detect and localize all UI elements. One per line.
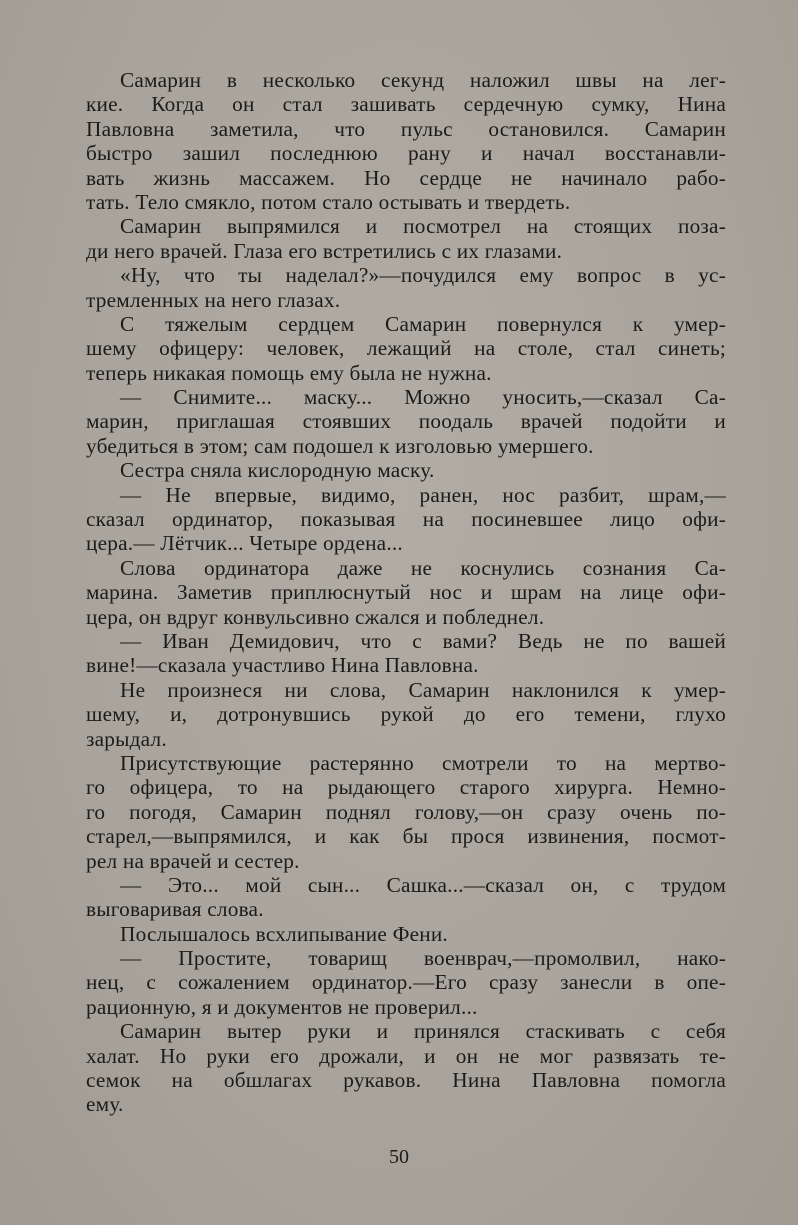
text-line: тать. Тело смякло, потом стало остывать и твердеть. — [86, 189, 571, 214]
text-line: зарыдал. — [86, 726, 167, 751]
text-line: тремленных на него глазах. — [86, 287, 341, 312]
text-line: нец, с сожалением ординатор.—Его сразу занесли в опе- — [86, 970, 726, 995]
page-number: 50 — [389, 1146, 409, 1168]
text-line: — Не впервые, видимо, ранен, нос разбит, шрам,— — [120, 482, 726, 507]
text-line: сказал ординатор, показывая на посиневшее лицо офи- — [86, 507, 726, 532]
text-line: кие. Когда он стал зашивать сердечную сумку, Нина — [86, 92, 726, 117]
text-line: — Иван Демидович, что с вами? Ведь не по вашей — [120, 628, 726, 653]
text-line: быстро зашил последнюю рану и начал восстанавли- — [86, 141, 726, 166]
text-line: Сестра сняла кислородную маску. — [120, 458, 435, 483]
text-line: Самарин вытер руки и принялся стаскивать с себя — [120, 1019, 726, 1044]
text-line: Присутствующие растерянно смотрели то на мертво- — [120, 750, 726, 775]
text-line: цера.— Лётчик... Четыре ордена... — [86, 531, 403, 556]
text-line: — Простите, товарищ военврач,—промолвил, нако- — [120, 946, 726, 971]
text-line: Самарин выпрямился и посмотрел на стоящих поза- — [120, 214, 726, 239]
text-line: теперь никакая помощь ему была не нужна. — [86, 360, 492, 385]
body-text — [86, 68, 726, 1117]
text-line: — Это... мой сын... Сашка...—сказал он, с трудом — [120, 872, 726, 897]
text-line: Слова ординатора даже не коснулись сознания Са- — [120, 555, 726, 580]
text-line: рел на врачей и сестер. — [86, 848, 300, 873]
text-line: С тяжелым сердцем Самарин повернулся к умер- — [120, 311, 726, 336]
text-line: — Снимите... маску... Можно уносить,—сказал Са- — [120, 385, 726, 410]
text-line: марин, приглашая стоявших поодаль врачей подойти и — [86, 409, 726, 434]
text-line: марина. Заметив приплюснутый нос и шрам на лице офи- — [86, 580, 726, 605]
text-line: Послышалось всхлипывание Фени. — [120, 921, 448, 946]
text-line: старел,—выпрямился, и как бы прося извинения, посмот- — [86, 824, 726, 849]
text-line: рационную, я и документов не проверил... — [86, 994, 478, 1019]
text-line: убедиться в этом; сам подошел к изголовью умершего. — [86, 433, 594, 458]
text-line: «Ну, что ты наделал?»—почудился ему вопрос в ус- — [120, 263, 726, 288]
text-line: семок на обшлагах рукавов. Нина Павловна помогла — [86, 1068, 726, 1093]
text-line: шему офицеру: человек, лежащий на столе, стал синеть; — [86, 336, 726, 361]
text-line: вать жизнь массажем. Но сердце не начинало рабо- — [86, 165, 726, 190]
text-line: выговаривая слова. — [86, 897, 264, 922]
text-line: Не произнеся ни слова, Самарин наклонился к умер- — [120, 677, 726, 702]
text-line: вине!—сказала участливо Нина Павловна. — [86, 653, 479, 678]
text-line: Павловна заметила, что пульс остановился. Самарин — [86, 116, 726, 141]
text-line: цера, он вдруг конвульсивно сжался и побледнел. — [86, 604, 545, 629]
text-line: шему, и, дотронувшись рукой до его темени, глухо — [86, 702, 726, 727]
text-line: го погодя, Самарин поднял голову,—он сразу очень по- — [86, 799, 726, 824]
text-line: Самарин в несколько секунд наложил швы на лег- — [120, 68, 726, 92]
text-line: ему. — [86, 1092, 124, 1117]
text-line: ди него врачей. Глаза его встретились с их глазами. — [86, 238, 563, 263]
text-line: халат. Но руки его дрожали, и он не мог развязать те- — [86, 1043, 726, 1068]
text-line: го офицера, то на рыдающего старого хирурга. Немно- — [86, 775, 726, 800]
